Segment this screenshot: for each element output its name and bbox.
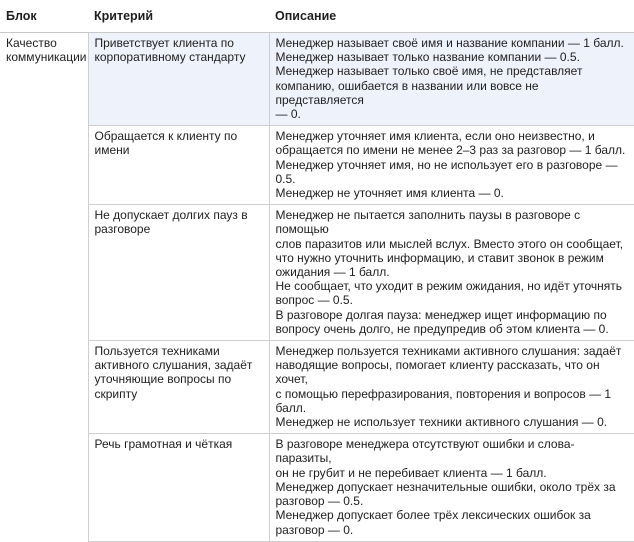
description-text: В разговоре менеджера отсутствуют ошибки и слова-паразиты, он не грубит и не перебивает клиента — 1 балл. Менеджер допускает незначительные ошибки, около трёх за разговор — 0.5. Менеджер допускает более трёх лексических ошибок за разговор — 0.: [275, 437, 616, 537]
description-cell: [269, 205, 634, 341]
criterion-text: Пользуется техниками активного слушания, задаёт уточняющие вопросы по скрипту: [94, 344, 253, 401]
table-row: [0, 205, 634, 341]
description-cell: [269, 126, 634, 205]
table-row: [0, 434, 634, 541]
criterion-cell: [88, 33, 269, 126]
block-name: Качество коммуникации: [6, 36, 87, 65]
description-text: Менеджер называет своё имя и название компании — 1 балл. Менеджер называет только название компании — 0.5. Менеджер называет только своё имя, не представляет компанию, ошибается в названии или вовсе не представляется — 0.: [275, 36, 624, 122]
description-cell: [269, 341, 634, 434]
criterion-text: Обращается к клиенту по имени: [94, 129, 238, 158]
criterion-cell: [88, 434, 269, 541]
description-text: Менеджер уточняет имя клиента, если оно неизвестно, и обращается по имени не менее 2–3 раз за разговор — 1 балл. Менеджер уточняет имя, но не использует его в разговоре — 0.5. Менеджер не уточняет имя клиента — 0.: [275, 129, 626, 201]
criterion-text: Речь грамотная и чёткая: [94, 437, 233, 452]
table-row: [0, 341, 634, 434]
header-block: Блок: [0, 0, 88, 33]
table-row: [0, 33, 634, 126]
header-description: Описание: [269, 0, 634, 33]
criterion-cell: [88, 126, 269, 205]
criterion-cell: [88, 205, 269, 341]
description-cell: [269, 434, 634, 541]
criterion-text: Приветствует клиента по корпоративному стандарту: [94, 36, 246, 65]
description-cell: [269, 33, 634, 126]
criterion-text: Не допускает долгих пауз в разговоре: [94, 208, 248, 237]
header-criterion: Критерий: [88, 0, 269, 33]
description-text: Менеджер не пытается заполнить паузы в разговоре с помощью слов паразитов или мыслей вслух. Вместо этого он сообщает, что нужно уточнить информацию, и ставит звонок в режим ожидания — 1 балл. Не сообщает, что уходит в режим ожидания, но идёт уточнять вопрос — 0.5. В разговоре долгая пауза: менеджер ищет информацию по вопросу очень долго, не предупредив об этом клиента — 0.: [275, 208, 624, 336]
table-header-row: [0, 0, 634, 33]
block-cell: [0, 33, 88, 542]
criterion-cell: [88, 341, 269, 434]
table-row: [0, 126, 634, 205]
description-text: Менеджер пользуется техниками активного слушания: задаёт наводящие вопросы, помогает клиенту рассказать, что он хочет, с помощью перефразирования, повторения и вопросов — 1 балл. Менеджер не использует техники активного слушания — 0.: [275, 344, 622, 430]
